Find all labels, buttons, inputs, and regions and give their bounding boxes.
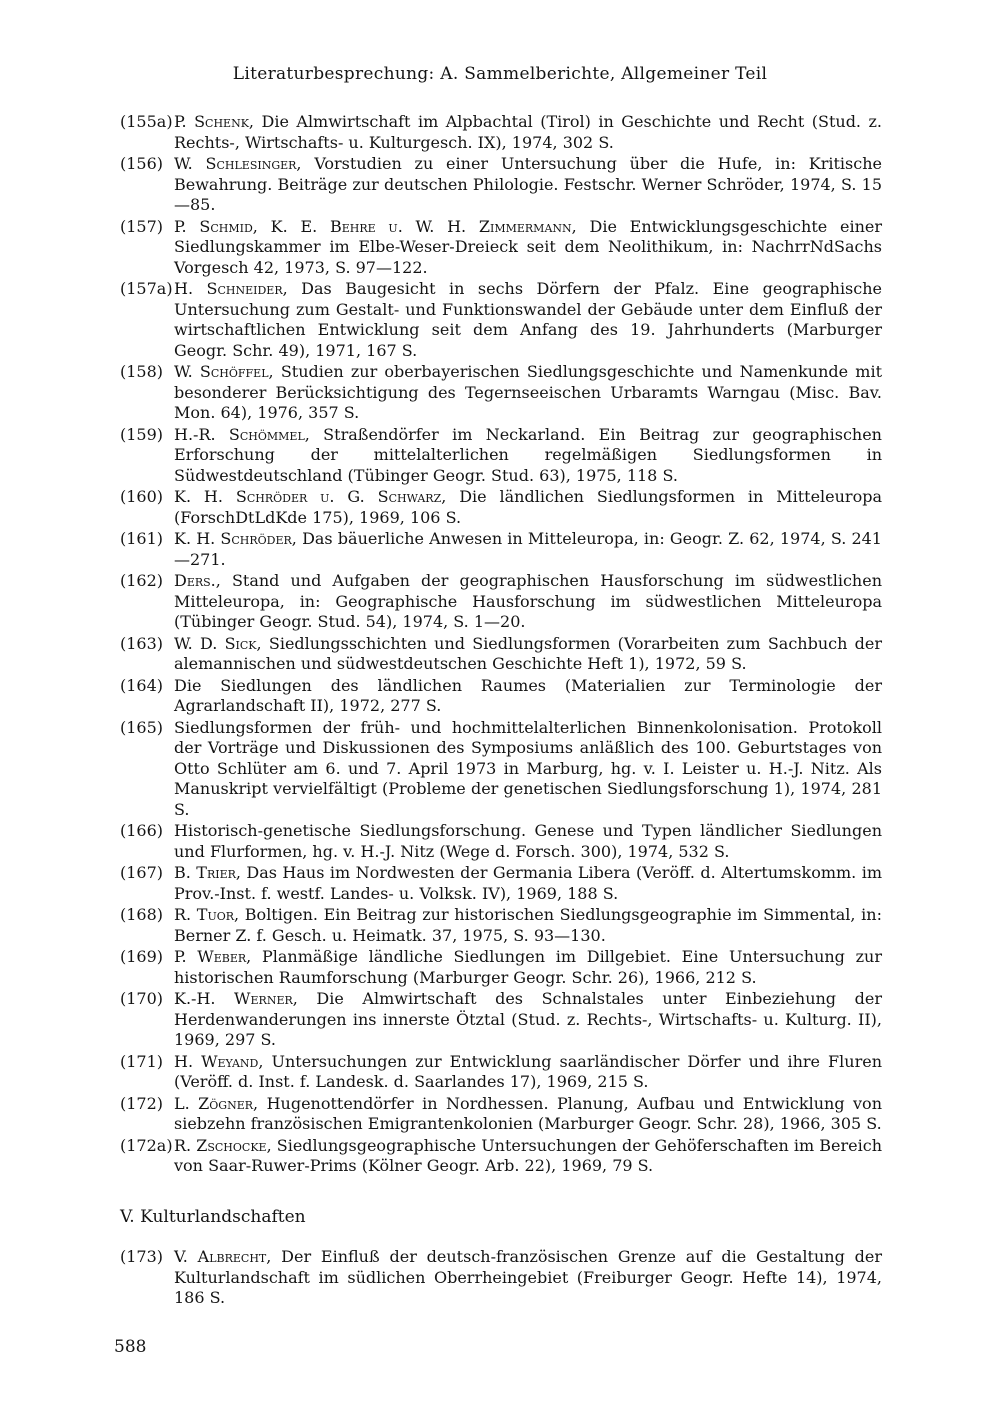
- entry-text: Die Siedlungen des ländlichen Raumes (Materialien zur Terminologie der Agrarlandschaft II), 1972, 277 S.: [174, 675, 882, 715]
- bibliography-list: [120, 112, 882, 1178]
- entry-number: (169): [120, 947, 164, 966]
- entry-number: (166): [120, 821, 164, 840]
- bibliography-entry: [120, 821, 882, 862]
- bibliography-entry: [120, 947, 882, 988]
- entry-number: (155a): [120, 112, 173, 131]
- entry-author: R. Zschocke,: [174, 1135, 272, 1155]
- bibliography-entry: [120, 425, 882, 487]
- bibliography-entry: [120, 279, 882, 361]
- entry-text: Straßendörfer im Neckarland. Ein Beitrag zur geographischen Erforschung der mittelalterlichen regelmäßigen Siedlungsformen in Südwestdeutschland (Tübinger Geogr. Stud. 63), 1975, 118 S.: [174, 424, 882, 485]
- bibliography-entry: [120, 905, 882, 946]
- entry-text: Das Haus im Nordwesten der Germania Libera (Veröff. d. Altertumskomm. im Prov.-Inst. f. westf. Landes- u. Volksk. IV), 1969, 188 S.: [174, 863, 882, 903]
- entry-number: (162): [120, 571, 164, 590]
- entry-number: (156): [120, 154, 164, 173]
- entry-text: Die Almwirtschaft des Schnalstales unter Einbeziehung der Herdenwanderungen ins innerste Ötztal (Stud. z. Rechts-, Wirtschafts- u. Kulturg. II), 1969, 297 S.: [174, 989, 882, 1049]
- entry-number: (163): [120, 633, 164, 653]
- entry-author: V. Albrecht,: [174, 1247, 272, 1266]
- entry-text: Historisch-genetische Siedlungsforschung. Genese und Typen ländlicher Siedlungen und Flurformen, hg. v. H.-J. Nitz (Wege d. Forsch. 300), 1974, 532 S.: [174, 821, 882, 861]
- entry-text: Studien zur oberbayerischen Siedlungsgeschichte und Namenkunde mit besonderer Berücksichtigung des Tegernseeischen Urbaramts Warngau (Misc. Bav. Mon. 64), 1976, 357 S.: [174, 362, 882, 422]
- bibliography-entry: [120, 1247, 882, 1309]
- entry-text: Boltigen. Ein Beitrag zur historischen Siedlungsgeographie im Simmental, in: Berner Z. f. Gesch. u. Heimatk. 37, 1975, S. 93—130.: [174, 905, 882, 945]
- entry-author: L. Zögner,: [174, 1093, 259, 1113]
- entry-text: Siedlungsgeographische Untersuchungen der Gehöferschaften im Bereich von Saar-Ruwer-Prims (Kölner Geogr. Arb. 22), 1969, 79 S.: [174, 1135, 883, 1175]
- entry-number: (165): [120, 717, 164, 737]
- entry-text: Vorstudien zu einer Untersuchung über die Hufe, in: Kritische Bewahrung. Beiträge zur deutschen Philologie. Festschr. Werner Schröder, 1974, S. 15—85.: [174, 154, 882, 214]
- bibliography-entry: [120, 112, 882, 153]
- entry-number: (157a): [120, 279, 173, 298]
- section-heading: V. Kulturlandschaften: [120, 1207, 306, 1227]
- entry-author: K.-H. Werner,: [174, 989, 298, 1008]
- entry-number: (172a): [120, 1135, 173, 1155]
- entry-author: P. Schenk,: [174, 112, 255, 131]
- entry-text: Siedlungsschichten und Siedlungsformen (Vorarbeiten zum Sachbuch der alemannischen und südwestdeutschen Geschichte Heft 1), 1972, 59 S.: [174, 633, 883, 673]
- entry-author: R. Tuor,: [174, 905, 240, 924]
- bibliography-entry: [120, 863, 882, 904]
- entry-number: (159): [120, 424, 164, 444]
- bibliography-entry: [120, 1094, 882, 1135]
- entry-text: Die ländlichen Siedlungsformen in Mitteleuropa (ForschDtLdKde 175), 1969, 106 S.: [174, 487, 882, 527]
- entry-text: Stand und Aufgaben der geographischen Hausforschung im südwestlichen Mitteleuropa, in: Geographische Hausforschung im südwestlichen Mitteleuropa (Tübinger Geogr. Stud. 54), 1974, S. 1—20.: [174, 571, 883, 631]
- entry-text: Die Entwicklungsgeschichte einer Siedlungskammer im Elbe-Weser-Dreieck seit dem Neolithikum, in: NachrrNdSachs Vorgesch 42, 1973, S. 97—122.: [174, 216, 882, 277]
- bibliography-entry: [120, 487, 882, 528]
- entry-author: H. Weyand,: [174, 1051, 264, 1071]
- entry-text: Das Baugesicht in sechs Dörfern der Pfalz. Eine geographische Untersuchung zum Gestalt- und Funktionswandel der Gebäude unter dem Einfluß der wirtschaftlichen Entwicklung seit dem Anfang des 19. Jahrhunderts (Marburger Geogr. Schr. 49), 1971, 167 S.: [174, 279, 883, 360]
- bibliography-entry: [120, 1136, 882, 1177]
- entry-text: Siedlungsformen der früh- und hochmittelalterlichen Binnenkolonisation. Protokoll der Vorträge und Diskussionen des Symposiums anläßlich des 100. Geburtstages von Otto Schlüter am 6. und 7. April 1973 in Marburg, hg. v. I. Leister u. H.-J. Nitz. Als Manuskript vervielfältigt (Probleme der genetischen Siedlungsforschung 1), 1974, 281 S.: [174, 717, 882, 819]
- entry-text: Die Almwirtschaft im Alpbachtal (Tirol) in Geschichte und Recht (Stud. z. Rechts-, Wirtschafts- u. Kulturgesch. IX), 1974, 302 S.: [174, 112, 883, 152]
- bibliography-entry: [120, 571, 882, 633]
- bibliography-entry: [120, 718, 882, 821]
- entry-text: Hugenottendörfer in Nordhessen. Planung, Aufbau und Entwicklung von siebzehn französischen Emigrantenkolonien (Marburger Geogr. Schr. 28), 1966, 305 S.: [174, 1093, 882, 1133]
- entry-text: Der Einfluß der deutsch-französischen Grenze auf die Gestaltung der Kulturlandschaft im südlichen Oberrheingebiet (Freiburger Geogr. Hefte 14), 1974, 186 S.: [174, 1247, 882, 1307]
- bibliography-entry: [120, 1052, 882, 1093]
- entry-author: P. Weber,: [174, 947, 252, 966]
- entry-text: Planmäßige ländliche Siedlungen im Dillgebiet. Eine Untersuchung zur historischen Raumforschung (Marburger Geogr. Schr. 26), 1966, 212 S.: [174, 947, 883, 987]
- entry-number: (172): [120, 1093, 164, 1113]
- entry-author: H.-R. Schömmel,: [174, 424, 310, 444]
- entry-number: (168): [120, 905, 164, 924]
- bibliography-entry: [120, 217, 882, 279]
- entry-author: Ders.,: [174, 571, 221, 590]
- entry-number: (171): [120, 1051, 164, 1071]
- running-header: Literaturbesprechung: A. Sammelberichte, Allgemeiner Teil: [232, 64, 768, 84]
- page-number: 588: [114, 1337, 147, 1357]
- entry-author: W. Schöffel,: [174, 362, 274, 381]
- bibliography-entry: [120, 634, 882, 675]
- entry-author: K. H. Schröder u. G. Schwarz,: [174, 487, 447, 506]
- entry-author: W. D. Sick,: [174, 633, 262, 653]
- entry-author: W. Schlesinger,: [174, 154, 302, 173]
- bibliography-entry: [120, 154, 882, 216]
- bibliography-entry: [120, 529, 882, 570]
- bibliography-list-section-v: [120, 1247, 882, 1310]
- entry-author: P. Schmid, K. E. Behre u. W. H. Zimmermann,: [174, 216, 577, 236]
- entry-text: Das bäuerliche Anwesen in Mitteleuropa, in: Geogr. Z. 62, 1974, S. 241—271.: [174, 529, 882, 569]
- entry-number: (173): [120, 1247, 164, 1266]
- entry-number: (164): [120, 675, 164, 695]
- entry-number: (161): [120, 529, 164, 548]
- entry-number: (170): [120, 989, 164, 1008]
- entry-author: B. Trier,: [174, 863, 241, 882]
- bibliography-entry: [120, 362, 882, 424]
- entry-number: (167): [120, 863, 164, 882]
- entry-number: (158): [120, 362, 164, 381]
- entry-author: K. H. Schröder,: [174, 529, 297, 548]
- entry-author: H. Schneider,: [174, 279, 288, 298]
- entry-number: (157): [120, 216, 164, 236]
- entry-number: (160): [120, 487, 164, 506]
- bibliography-entry: [120, 676, 882, 717]
- entry-text: Untersuchungen zur Entwicklung saarländischer Dörfer und ihre Fluren (Veröff. d. Inst. f. Landesk. d. Saarlandes 17), 1969, 215 S.: [174, 1051, 882, 1091]
- bibliography-entry: [120, 989, 882, 1051]
